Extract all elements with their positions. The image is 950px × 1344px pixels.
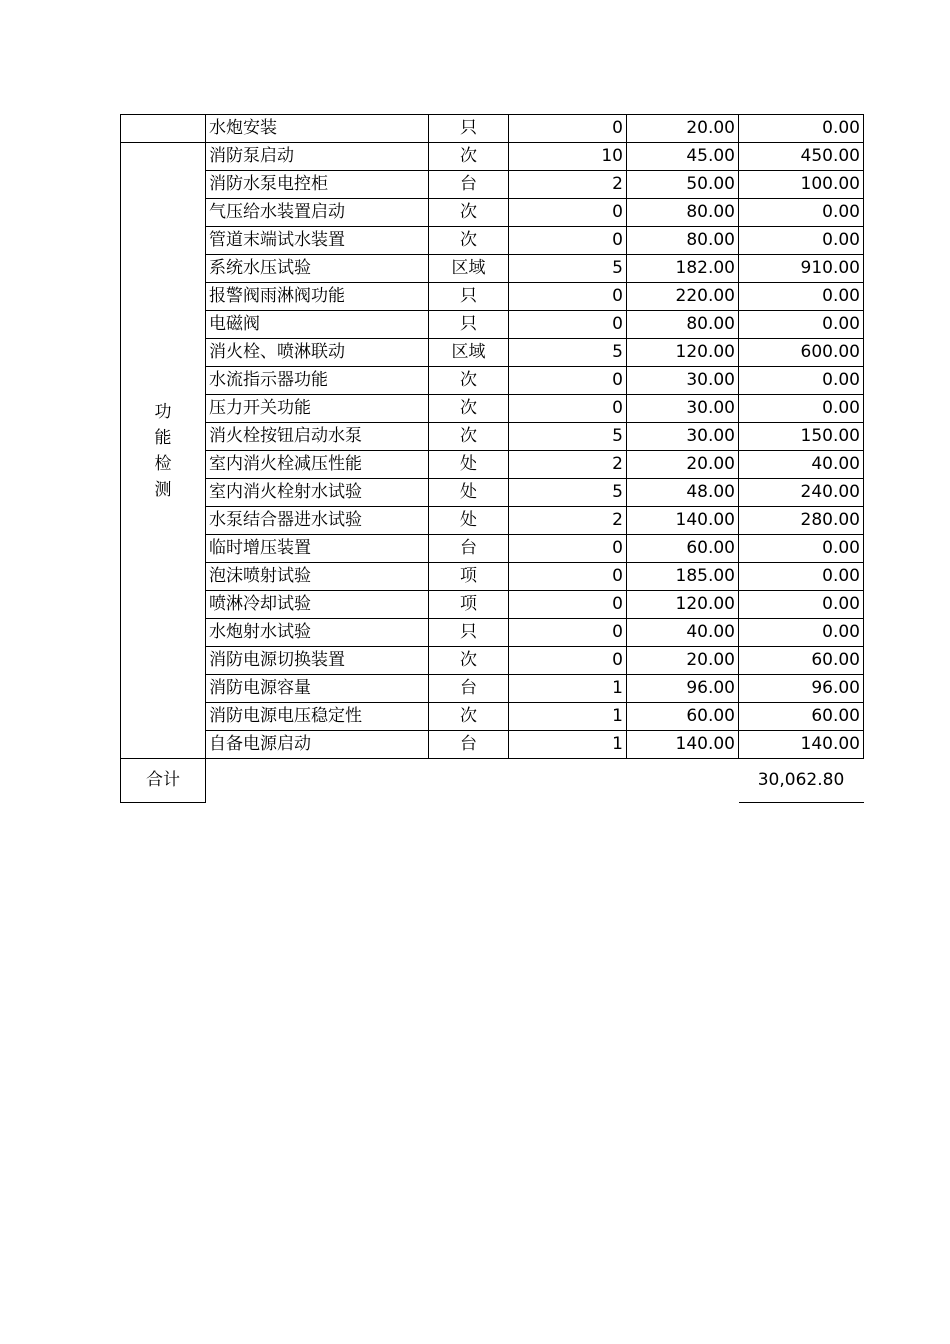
item-price: 220.00 (627, 283, 739, 311)
item-amount: 150.00 (739, 423, 864, 451)
item-price: 20.00 (627, 115, 739, 143)
table-row (121, 367, 864, 395)
item-name: 水炮射水试验 (206, 619, 429, 647)
item-amount: 60.00 (739, 647, 864, 675)
item-price: 80.00 (627, 227, 739, 255)
item-amount: 0.00 (739, 367, 864, 395)
item-qty: 0 (509, 115, 627, 143)
table-row (121, 563, 864, 591)
item-qty: 1 (509, 703, 627, 731)
item-price: 120.00 (627, 591, 739, 619)
item-name: 室内消火栓减压性能 (206, 451, 429, 479)
item-price: 120.00 (627, 339, 739, 367)
item-amount: 0.00 (739, 283, 864, 311)
table-row (121, 479, 864, 507)
item-unit: 次 (429, 367, 509, 395)
table-row (121, 731, 864, 759)
item-name: 消火栓按钮启动水泵 (206, 423, 429, 451)
item-qty: 0 (509, 199, 627, 227)
item-amount: 0.00 (739, 563, 864, 591)
item-name: 水泵结合器进水试验 (206, 507, 429, 535)
item-name: 气压给水装置启动 (206, 199, 429, 227)
item-price: 20.00 (627, 451, 739, 479)
item-name: 水炮安装 (206, 115, 429, 143)
item-qty: 0 (509, 395, 627, 423)
item-name: 压力开关功能 (206, 395, 429, 423)
item-qty: 0 (509, 311, 627, 339)
item-amount: 280.00 (739, 507, 864, 535)
item-name: 管道末端试水装置 (206, 227, 429, 255)
item-unit: 只 (429, 619, 509, 647)
item-amount: 240.00 (739, 479, 864, 507)
item-unit: 只 (429, 311, 509, 339)
table-row (121, 199, 864, 227)
item-amount: 450.00 (739, 143, 864, 171)
item-amount: 0.00 (739, 199, 864, 227)
item-unit: 台 (429, 731, 509, 759)
item-qty: 5 (509, 423, 627, 451)
item-unit: 处 (429, 507, 509, 535)
category-cell-empty (121, 115, 206, 143)
item-qty: 5 (509, 479, 627, 507)
item-unit: 区域 (429, 339, 509, 367)
item-price: 96.00 (627, 675, 739, 703)
item-price: 20.00 (627, 647, 739, 675)
item-qty: 0 (509, 283, 627, 311)
item-qty: 1 (509, 731, 627, 759)
table-row (121, 339, 864, 367)
item-amount: 910.00 (739, 255, 864, 283)
item-qty: 0 (509, 647, 627, 675)
item-unit: 台 (429, 171, 509, 199)
table-row (121, 227, 864, 255)
table-row (121, 507, 864, 535)
table-row (121, 619, 864, 647)
item-price: 30.00 (627, 367, 739, 395)
item-price: 60.00 (627, 535, 739, 563)
item-amount: 0.00 (739, 311, 864, 339)
item-name: 消火栓、喷淋联动 (206, 339, 429, 367)
item-unit: 次 (429, 199, 509, 227)
item-name: 消防电源切换装置 (206, 647, 429, 675)
table-row (121, 647, 864, 675)
price-table (120, 114, 864, 803)
item-name: 消防电源电压稳定性 (206, 703, 429, 731)
item-amount: 40.00 (739, 451, 864, 479)
item-amount: 600.00 (739, 339, 864, 367)
table-row (121, 171, 864, 199)
item-unit: 台 (429, 535, 509, 563)
item-price: 182.00 (627, 255, 739, 283)
item-unit: 次 (429, 227, 509, 255)
item-price: 30.00 (627, 395, 739, 423)
item-qty: 5 (509, 339, 627, 367)
item-price: 140.00 (627, 731, 739, 759)
item-unit: 次 (429, 703, 509, 731)
item-qty: 0 (509, 227, 627, 255)
item-price: 60.00 (627, 703, 739, 731)
item-name: 电磁阀 (206, 311, 429, 339)
table-row (121, 115, 864, 143)
table-row (121, 143, 864, 171)
item-price: 80.00 (627, 311, 739, 339)
table-row (121, 423, 864, 451)
item-unit: 只 (429, 115, 509, 143)
item-name: 系统水压试验 (206, 255, 429, 283)
total-blank (206, 759, 739, 803)
item-qty: 1 (509, 675, 627, 703)
item-name: 自备电源启动 (206, 731, 429, 759)
item-qty: 2 (509, 451, 627, 479)
item-unit: 只 (429, 283, 509, 311)
table-row (121, 703, 864, 731)
item-amount: 0.00 (739, 591, 864, 619)
table-body (121, 115, 864, 803)
item-qty: 0 (509, 563, 627, 591)
item-amount: 0.00 (739, 227, 864, 255)
item-unit: 次 (429, 423, 509, 451)
item-price: 185.00 (627, 563, 739, 591)
table-row (121, 451, 864, 479)
table-row (121, 283, 864, 311)
total-label: 合计 (121, 759, 206, 803)
item-unit: 次 (429, 143, 509, 171)
item-unit: 次 (429, 395, 509, 423)
item-price: 80.00 (627, 199, 739, 227)
item-amount: 0.00 (739, 619, 864, 647)
item-name: 临时增压装置 (206, 535, 429, 563)
item-amount: 0.00 (739, 395, 864, 423)
total-amount: 30,062.80 (739, 759, 864, 803)
item-name: 水流指示器功能 (206, 367, 429, 395)
category-label: 功能检测 (154, 401, 172, 500)
total-row (121, 759, 864, 803)
table-row (121, 675, 864, 703)
item-name: 消防水泵电控柜 (206, 171, 429, 199)
item-unit: 处 (429, 451, 509, 479)
item-qty: 0 (509, 535, 627, 563)
item-price: 50.00 (627, 171, 739, 199)
item-unit: 次 (429, 647, 509, 675)
item-name: 消防电源容量 (206, 675, 429, 703)
item-amount: 140.00 (739, 731, 864, 759)
table-row (121, 591, 864, 619)
item-price: 48.00 (627, 479, 739, 507)
item-unit: 项 (429, 591, 509, 619)
item-amount: 0.00 (739, 535, 864, 563)
item-qty: 2 (509, 507, 627, 535)
table-row (121, 535, 864, 563)
item-unit: 台 (429, 675, 509, 703)
item-name: 消防泵启动 (206, 143, 429, 171)
item-name: 泡沫喷射试验 (206, 563, 429, 591)
item-name: 喷淋冷却试验 (206, 591, 429, 619)
item-unit: 处 (429, 479, 509, 507)
item-price: 40.00 (627, 619, 739, 647)
item-amount: 60.00 (739, 703, 864, 731)
item-qty: 0 (509, 367, 627, 395)
item-qty: 0 (509, 619, 627, 647)
item-name: 室内消火栓射水试验 (206, 479, 429, 507)
item-amount: 0.00 (739, 115, 864, 143)
item-amount: 96.00 (739, 675, 864, 703)
table-row (121, 311, 864, 339)
item-unit: 项 (429, 563, 509, 591)
table-row (121, 255, 864, 283)
item-price: 140.00 (627, 507, 739, 535)
table-row (121, 395, 864, 423)
category-cell (121, 143, 206, 759)
item-unit: 区域 (429, 255, 509, 283)
item-amount: 100.00 (739, 171, 864, 199)
item-qty: 10 (509, 143, 627, 171)
item-qty: 2 (509, 171, 627, 199)
item-qty: 5 (509, 255, 627, 283)
item-qty: 0 (509, 591, 627, 619)
item-name: 报警阀雨淋阀功能 (206, 283, 429, 311)
item-price: 30.00 (627, 423, 739, 451)
item-price: 45.00 (627, 143, 739, 171)
